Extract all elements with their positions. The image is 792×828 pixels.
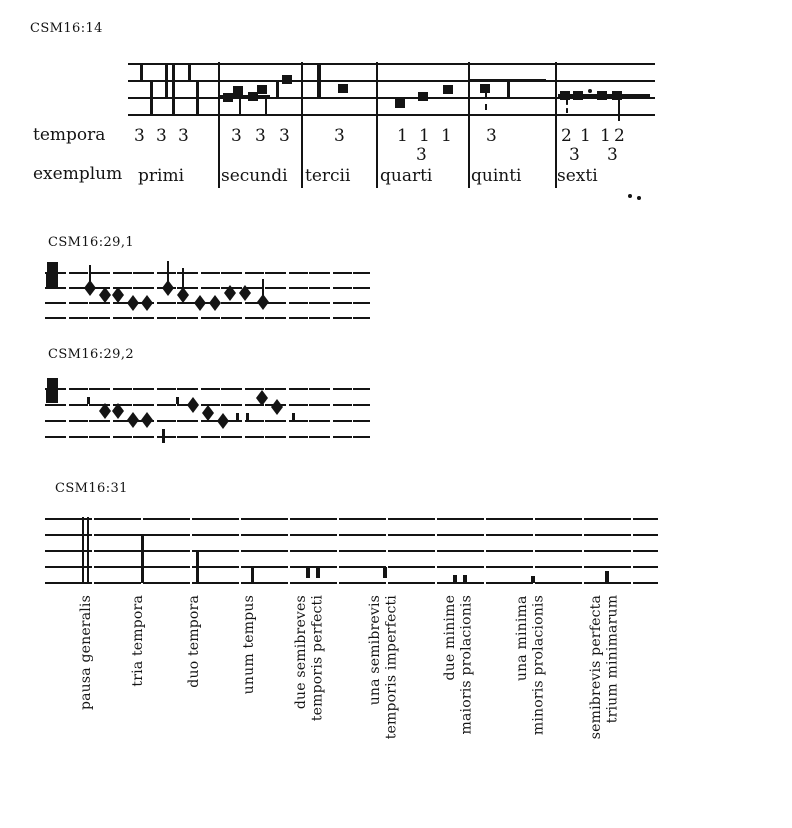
note-breve [443,85,453,94]
note-semibreve [141,412,153,428]
note-semibreve [271,399,283,415]
note-breve [418,92,428,101]
rest-name-line: maioris prolacionis [458,595,475,735]
rest-name-label [186,595,203,688]
figure-label-csm16-29-2: CSM16:29,2 [48,347,135,362]
rest-name-line: una minima [514,595,530,681]
tempora-number: 1 [580,126,591,146]
rest-name-label [78,595,95,710]
rest-stroke [87,517,89,583]
rest-name-line: temporis imperfecti [383,595,400,740]
staff-line [45,436,370,438]
rest-name-line: tria tempora [130,595,146,687]
rest-stroke [251,567,254,583]
note-stem-dotted [485,93,487,110]
barline [301,62,303,188]
rest-name-label [130,595,147,687]
clef-block [46,390,58,403]
rest-stroke [292,413,295,420]
clef-block [46,274,58,287]
rest-name-label [367,595,400,739]
rest-name-line: duo tempora [186,595,202,688]
note-breve [282,75,292,84]
rest-stroke [141,534,144,583]
note-semibreve [141,295,153,311]
rest-name-label [241,595,258,694]
exemplum-name: quinti [471,166,522,186]
ink-dot [588,89,592,93]
rest-name-label [442,595,475,734]
note-semibreve [194,295,206,311]
staff-line [45,534,658,536]
staff-line [45,317,370,319]
tempora-number: 1 [600,126,611,146]
note-semibreve [127,412,139,428]
staff-line [45,302,370,304]
tempora-number: 3 [255,126,266,146]
exemplum-name: tercii [305,166,351,186]
tempora-number: 1 [397,126,408,146]
rest-stroke [246,413,249,420]
note-breve [395,99,405,108]
staff-line [45,582,658,584]
figure-label-csm16-29-1: CSM16:29,1 [48,235,135,250]
tempora-number: 2 [561,126,572,146]
exemplum-name: sexti [557,166,598,186]
note-semibreve [162,280,174,296]
tempora-number: 3 [156,126,167,146]
note-breve [597,91,607,100]
rest-stroke [383,567,387,578]
note-semibreve [177,287,189,303]
tempora-number: 3 [569,145,580,165]
rest-stroke [176,397,179,404]
rest-name-label [514,595,547,735]
staff-line [128,114,655,116]
figure-label-csm16-14: CSM16:14 [30,21,103,36]
tempora-number: 2 [614,126,625,146]
rest-name-line: minoris prolacionis [530,595,547,736]
rest-name-line: due minime [442,595,458,681]
tempora-number: 3 [279,126,290,146]
note-semibreve [217,413,229,429]
note-breve [223,93,233,102]
note-breve [612,91,622,100]
ink-dot [628,194,632,198]
rest-stroke [82,517,84,583]
rest-stroke [172,63,175,114]
barline [218,62,220,188]
rest-stroke [150,80,153,114]
note-breve [233,86,243,95]
tempora-number: 3 [334,126,345,146]
rest-stroke [453,575,457,583]
note-semibreve [112,287,124,303]
tempora-number: 3 [486,126,497,146]
note-stem [182,268,184,290]
rest-stroke [531,576,535,583]
tempora-number: 1 [441,126,452,146]
note-semibreve [99,287,111,303]
rest-stroke [140,63,143,82]
rest-name-line: semibrevis perfecta [588,595,604,740]
note-semibreve [84,280,96,296]
exemplum-name: primi [138,166,185,186]
exemplum-name: secundi [221,166,288,186]
rest-stroke [316,567,320,578]
note-stem [167,261,169,283]
rest-stroke [306,567,310,578]
staff-line [128,63,655,65]
ink-dot [637,196,641,200]
rest-name-line: temporis perfecti [309,595,326,722]
note-semibreve [209,295,221,311]
staff-line [45,272,370,274]
rest-stroke [165,63,168,98]
exemplum-row-label: exemplum [33,164,123,184]
rest-name-line: unum tempus [241,595,257,695]
note-breve [257,85,267,94]
rest-name-label [293,595,326,721]
rest-stroke [196,80,199,114]
rest-stroke [188,63,191,82]
rest-stroke [276,80,279,97]
exemplum-name: quarti [380,166,433,186]
rest-stroke [507,80,510,97]
rest-name-line: due semibreves [293,595,309,710]
staff-line [45,388,370,390]
note-stem [618,99,620,121]
staff-line [45,518,658,520]
rest-stroke [196,551,199,583]
rest-stroke [162,429,165,443]
tempora-number: 1 [419,126,430,146]
note-semibreve [127,295,139,311]
rest-name-line: trium minimarum [604,595,621,724]
rest-stroke [236,413,239,420]
clef-block [47,378,58,388]
rest-stroke [87,397,90,404]
rest-stroke [605,571,609,583]
tempora-number: 3 [134,126,145,146]
rest-stroke [265,96,267,114]
note-stem-dotted [566,100,568,113]
staff-line [128,80,655,82]
figure-label-csm16-31: CSM16:31 [55,481,128,496]
note-breve [338,84,348,93]
tempora-number: 3 [231,126,242,146]
note-semibreve [202,405,214,421]
rest-name-line: una semibrevis [367,595,383,706]
note-semibreve [187,397,199,413]
note-breve [573,91,583,100]
tempora-row-label: tempora [33,125,106,145]
tempora-number: 3 [178,126,189,146]
tempora-number: 3 [416,145,427,165]
rest-name-label [588,595,621,739]
rest-stroke [463,575,467,583]
note-semibreve [257,294,269,310]
tempora-number: 3 [607,145,618,165]
staff-line [45,550,658,552]
barline [376,62,378,188]
note-breve [560,91,570,100]
rest-name-line: pausa generalis [78,595,94,711]
rest-stroke [239,97,241,114]
clef-block [47,262,58,272]
staff-line [45,566,658,568]
note-breve [480,84,490,93]
rest-stroke [317,63,321,97]
